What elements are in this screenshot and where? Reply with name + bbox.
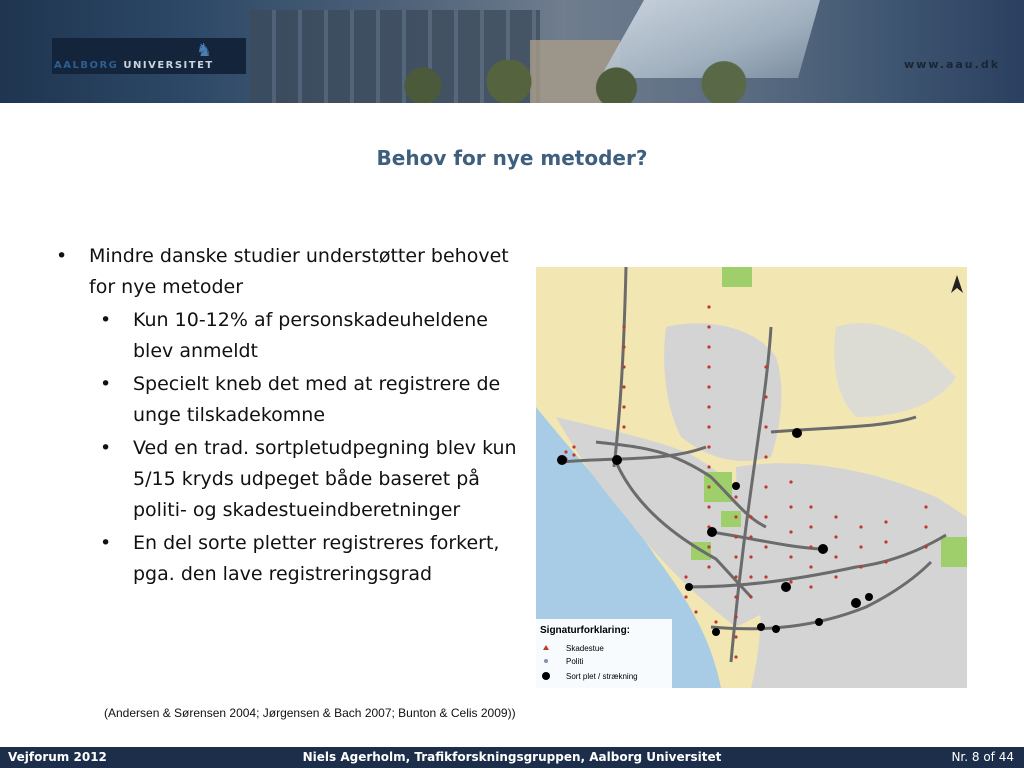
- park-area: [941, 537, 967, 567]
- map-canvas: [536, 267, 967, 688]
- black-spot-legend-icon: [542, 672, 550, 680]
- sub-bullet-text: Specielt kneb det med at registrere de unge tilskadekomne: [133, 373, 501, 426]
- bullet-dot-icon: •: [100, 532, 112, 554]
- logo-word-aalborg: AALBORG: [54, 60, 119, 71]
- sub-bullet-text: En del sorte pletter registreres forkert, pga. den lave registreringsgrad: [133, 532, 500, 585]
- legend-label-skadestue: Skadestue: [566, 644, 604, 653]
- politi-legend-icon: [544, 659, 548, 663]
- urban-area: [736, 463, 967, 688]
- logo-word-universitet: UNIVERSITET: [123, 60, 214, 71]
- sub-bullet-text: Ved en trad. sortpletudpegning blev kun 5/15 kryds udpeget både baseret på politi- og skadestueindberetninger: [133, 437, 517, 521]
- sub-bullet-text: Kun 10-12% af personskadeuheldene blev anmeldt: [133, 309, 488, 362]
- sub-bullet-item: [56, 528, 526, 590]
- aau-logo-icon: ♞: [196, 40, 213, 60]
- park-area: [722, 267, 752, 287]
- sub-bullet-item: [56, 433, 526, 526]
- bullet-dot-icon: •: [100, 309, 112, 331]
- map-legend: [536, 619, 672, 688]
- sub-bullet-item: [56, 305, 526, 367]
- bullet-text: Mindre danske studier understøtter behovet for nye metoder: [89, 245, 509, 298]
- university-logo-text: [54, 60, 246, 74]
- trees-photo: [380, 60, 810, 103]
- footer-author: Niels Agerholm, Trafikforskningsgruppen, Aalborg Universitet: [302, 750, 722, 764]
- footer-bar: [0, 747, 1024, 768]
- slide-number: Nr. 8 of 44: [951, 750, 1014, 764]
- university-url: www.aau.dk: [904, 58, 1001, 71]
- bullet-dot-icon: •: [56, 245, 68, 267]
- legend-label-black-spot: Sort plet / strækning: [566, 672, 638, 681]
- legend-title: Signaturforklaring:: [540, 625, 631, 636]
- injury-map: [536, 267, 967, 688]
- bullet-item: [56, 241, 526, 303]
- bullet-dot-icon: •: [100, 373, 112, 395]
- legend-label-politi: Politi: [566, 657, 584, 666]
- footer-event: Vejforum 2012: [8, 750, 107, 764]
- sub-bullet-item: [56, 369, 526, 431]
- bullet-list: [56, 241, 526, 590]
- header-banner: [0, 0, 1024, 103]
- park-area: [721, 511, 741, 527]
- citation: (Andersen & Sørensen 2004; Jørgensen & Bach 2007; Bunton & Celis 2009)): [104, 706, 516, 720]
- bullet-dot-icon: •: [100, 437, 112, 459]
- slide-title: Behov for nye metoder?: [376, 146, 648, 170]
